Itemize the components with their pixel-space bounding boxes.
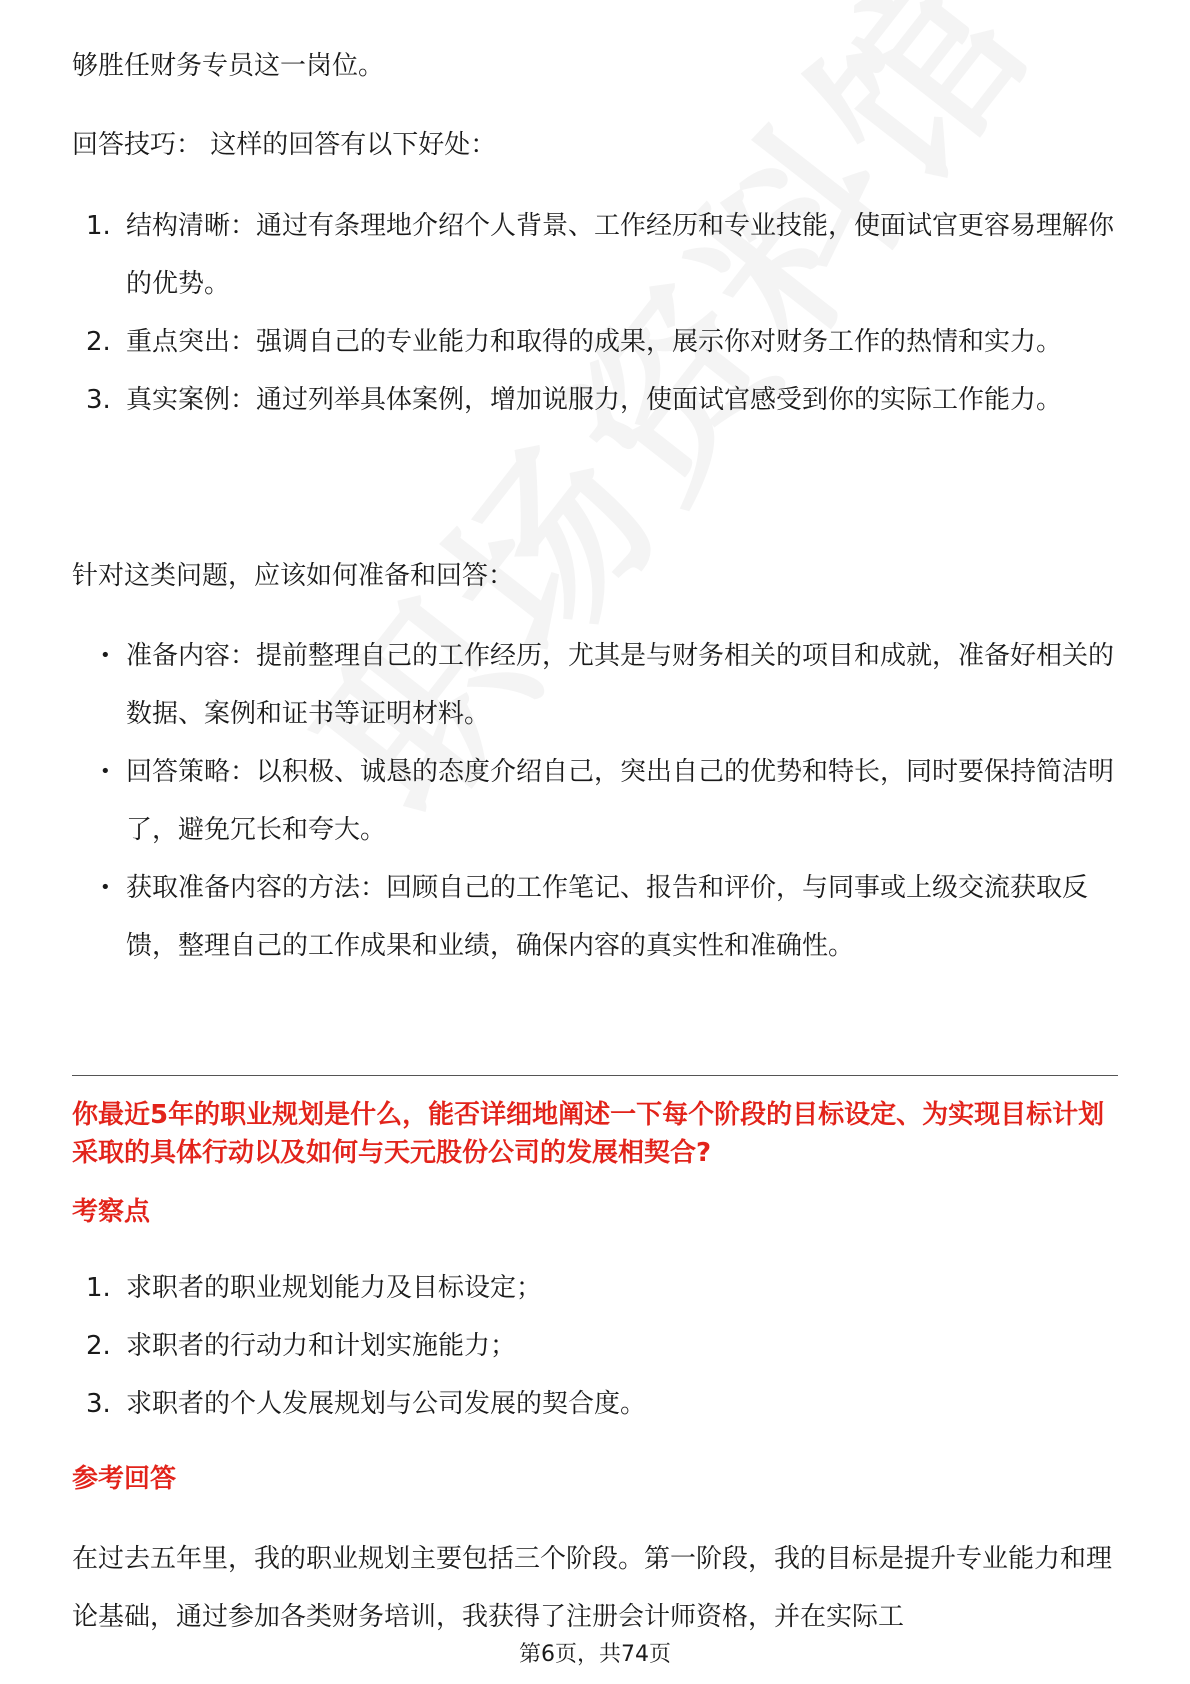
list-item [72,313,1118,371]
list-item [72,1375,1118,1433]
list-item [72,1259,1118,1317]
list-item [72,371,1118,429]
list-item-text: 求职者的职业规划能力及目标设定； [126,1273,543,1303]
list-item-text: 回答策略：以积极、诚恳的态度介绍自己，突出自己的优势和特长，同时要保持简洁明了，避免冗长和夸大。 [126,757,1115,845]
list-item-text: 真实案例：通过列举具体案例，增加说服力，使面试官感受到你的实际工作能力。 [126,385,1063,415]
list-item-text: 重点突出：强调自己的专业能力和取得的成果，展示你对财务工作的热情和实力。 [126,327,1063,357]
list-marker: 1. [86,211,111,241]
assess-list [72,1259,1118,1433]
list-item-text: 准备内容：提前整理自己的工作经历，尤其是与财务相关的项目和成就，准备好相关的数据、案例和证书等证明材料。 [126,641,1115,729]
question-title: 你最近5年的职业规划是什么，能否详细地阐述一下每个阶段的目标设定、为实现目标计划采取的具体行动以及如何与天元股份公司的发展相契合? [72,1100,1105,1168]
list-item [72,743,1118,859]
prep-list [72,627,1118,975]
list-item [72,197,1118,313]
list-item-text: 获取准备内容的方法：回顾自己的工作笔记、报告和评价，与同事或上级交流获取反馈，整理自己的工作成果和业绩，确保内容的真实性和准确性。 [126,873,1089,961]
tips-list [72,197,1118,429]
page-footer: 第6页，共74页 [519,1642,671,1667]
continuation-text: 够胜任财务专员这一岗位。 [72,51,385,81]
section-divider [72,1075,1118,1076]
list-item [72,1317,1118,1375]
list-item-text: 结构清晰：通过有条理地介绍个人背景、工作经历和专业技能，使面试官更容易理解你的优势。 [126,211,1115,299]
list-marker: 3. [86,1389,111,1419]
list-marker: 2. [86,1331,111,1361]
assess-heading: 考察点 [72,1197,151,1227]
list-marker: 2. [86,327,111,357]
list-item [72,627,1118,743]
bullet-marker: • [100,877,111,898]
bullet-marker: • [100,645,111,666]
prep-intro: 针对这类问题，应该如何准备和回答： [72,561,515,591]
tips-intro: 回答技巧： 这样的回答有以下好处： [72,130,497,160]
answer-text: 在过去五年里，我的职业规划主要包括三个阶段。第一阶段，我的目标是提升专业能力和理论基础，通过参加各类财务培训，我获得了注册会计师资格，并在实际工 [72,1544,1113,1632]
list-item-text: 求职者的行动力和计划实施能力； [126,1331,517,1361]
bullet-marker: • [100,761,111,782]
list-item [72,859,1118,975]
list-item-text: 求职者的个人发展规划与公司发展的契合度。 [126,1389,647,1419]
answer-heading: 参考回答 [72,1464,177,1494]
list-marker: 3. [86,385,111,415]
list-marker: 1. [86,1273,111,1303]
